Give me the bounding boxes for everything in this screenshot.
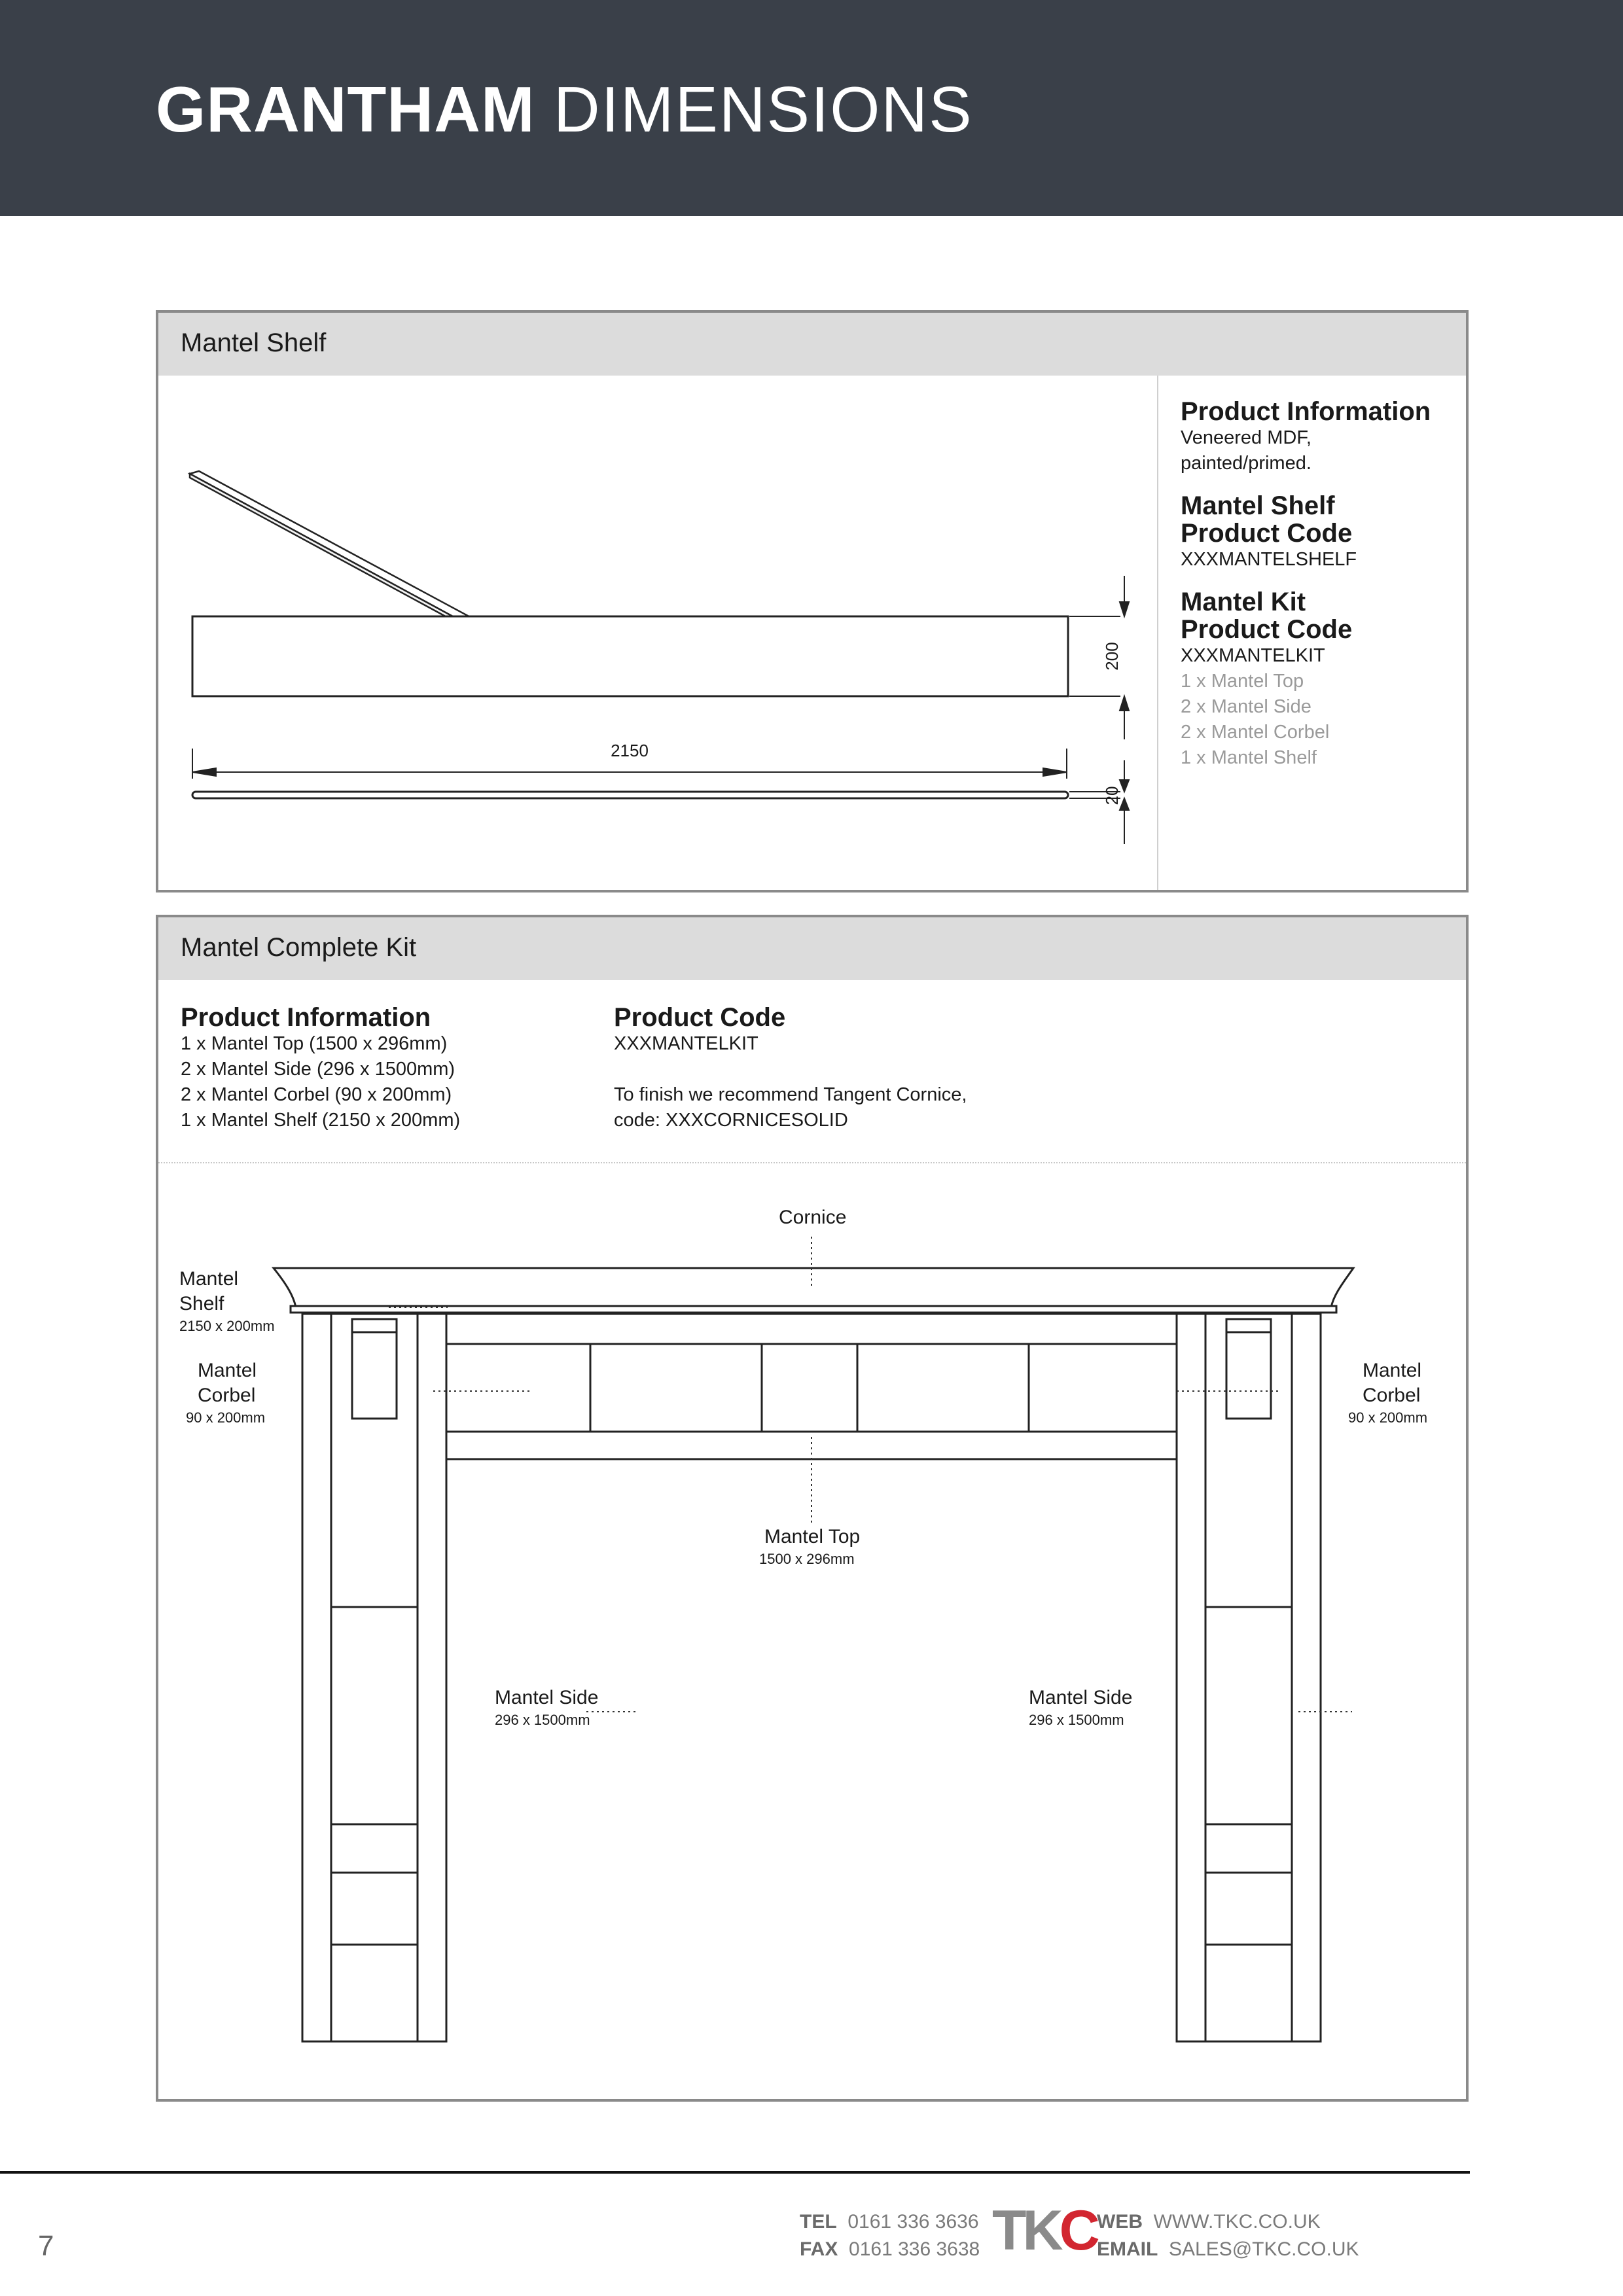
side-right-size: 296 x 1500mm <box>1029 1712 1124 1728</box>
product-info-block <box>1181 398 1431 771</box>
cornice-label: Cornice <box>779 1207 847 1228</box>
title-bold: GRANTHAM <box>156 73 535 145</box>
page-number: 7 <box>38 2230 54 2262</box>
corbel-left-label: Mantel <box>198 1360 257 1381</box>
tel-label: TEL <box>800 2211 837 2233</box>
footer-rule <box>0 2171 1470 2174</box>
kit-code-heading: Mantel Kit <box>1181 588 1306 616</box>
kit-item: 2 x Mantel Corbel <box>1181 722 1330 743</box>
tel-number: 0161 336 3636 <box>847 2211 979 2233</box>
length-label: 2150 <box>611 741 649 760</box>
mantel-top-size: 1500 x 296mm <box>759 1551 855 1567</box>
thickness-label: 20 <box>1102 786 1122 805</box>
kit-info-item: 2 x Mantel Side (296 x 1500mm) <box>181 1059 455 1080</box>
shelf-code-heading: Mantel Shelf <box>1181 491 1335 520</box>
kit-code: XXXMANTELKIT <box>614 1033 758 1054</box>
mantel-corbel-left <box>352 1319 397 1419</box>
info-divider <box>1157 376 1158 890</box>
info-line: painted/primed. <box>1181 453 1311 474</box>
kit-item: 1 x Mantel Top <box>1181 671 1304 692</box>
panel-title: Mantel Shelf <box>181 328 327 357</box>
corbel-left-label: Corbel <box>198 1385 256 1406</box>
shelf-size: 2150 x 200mm <box>179 1318 275 1334</box>
shelf-isometric <box>190 471 491 636</box>
web-link[interactable]: WWW.TKC.CO.UK <box>1153 2211 1321 2233</box>
shelf-label: Mantel <box>179 1268 239 1290</box>
shelf-front-view <box>192 616 1068 696</box>
panel-header <box>158 313 1466 376</box>
fax-number: 0161 336 3638 <box>849 2238 980 2260</box>
panel-title: Mantel Complete Kit <box>181 933 417 962</box>
footer-tel <box>800 2209 979 2235</box>
height-label: 200 <box>1102 642 1122 671</box>
mantel-top-label: Mantel Top <box>764 1526 861 1547</box>
info-heading: Product Information <box>1181 397 1431 426</box>
cornice <box>274 1268 1353 1307</box>
web-label: WEB <box>1097 2211 1143 2233</box>
email-label: EMAIL <box>1097 2238 1158 2260</box>
kit-info-item: 1 x Mantel Top (1500 x 296mm) <box>181 1033 448 1054</box>
mantel-kit-drawing <box>156 917 1469 2102</box>
finish-note: To finish we recommend Tangent Cornice, <box>614 1084 967 1105</box>
kit-item: 2 x Mantel Side <box>1181 696 1311 717</box>
corbel-right-label: Corbel <box>1363 1385 1421 1406</box>
shelf-side-view <box>192 792 1068 798</box>
shelf-product-code: XXXMANTELSHELF <box>1181 549 1357 570</box>
page-title <box>156 73 973 145</box>
footer-fax <box>800 2236 980 2263</box>
finish-note: code: XXXCORNICESOLID <box>614 1110 848 1131</box>
corbel-left-size: 90 x 200mm <box>186 1409 266 1426</box>
kit-code-heading: Product Code <box>1181 615 1353 644</box>
kit-info-item: 2 x Mantel Corbel (90 x 200mm) <box>181 1084 452 1105</box>
side-left-label: Mantel Side <box>495 1687 599 1708</box>
tkc-logo: TKC <box>992 2199 1096 2262</box>
footer-web <box>1097 2209 1321 2235</box>
mantel-corbel-right <box>1226 1319 1271 1419</box>
title-light: DIMENSIONS <box>553 73 973 145</box>
side-left-size: 296 x 1500mm <box>495 1712 590 1728</box>
email-link[interactable]: SALES@TKC.CO.UK <box>1169 2238 1359 2260</box>
info-line: Veneered MDF, <box>1181 427 1311 448</box>
mantel-shelf-panel <box>156 310 1469 892</box>
mantel-kit-panel <box>156 915 1469 2102</box>
shelf-drawing <box>158 376 1153 892</box>
kit-product-code: XXXMANTELKIT <box>1181 645 1325 666</box>
fax-label: FAX <box>800 2238 838 2260</box>
corbel-right-label: Mantel <box>1363 1360 1422 1381</box>
kit-info-item: 1 x Mantel Shelf (2150 x 200mm) <box>181 1110 461 1131</box>
footer-email <box>1097 2236 1359 2263</box>
kit-info-heading: Product Information <box>181 1003 431 1032</box>
corbel-right-size: 90 x 200mm <box>1348 1409 1428 1426</box>
shelf-label: Shelf <box>179 1293 224 1315</box>
shelf-code-heading: Product Code <box>1181 519 1353 548</box>
side-right-label: Mantel Side <box>1029 1687 1133 1708</box>
kit-code-heading: Product Code <box>614 1003 786 1032</box>
kit-item: 1 x Mantel Shelf <box>1181 747 1317 768</box>
